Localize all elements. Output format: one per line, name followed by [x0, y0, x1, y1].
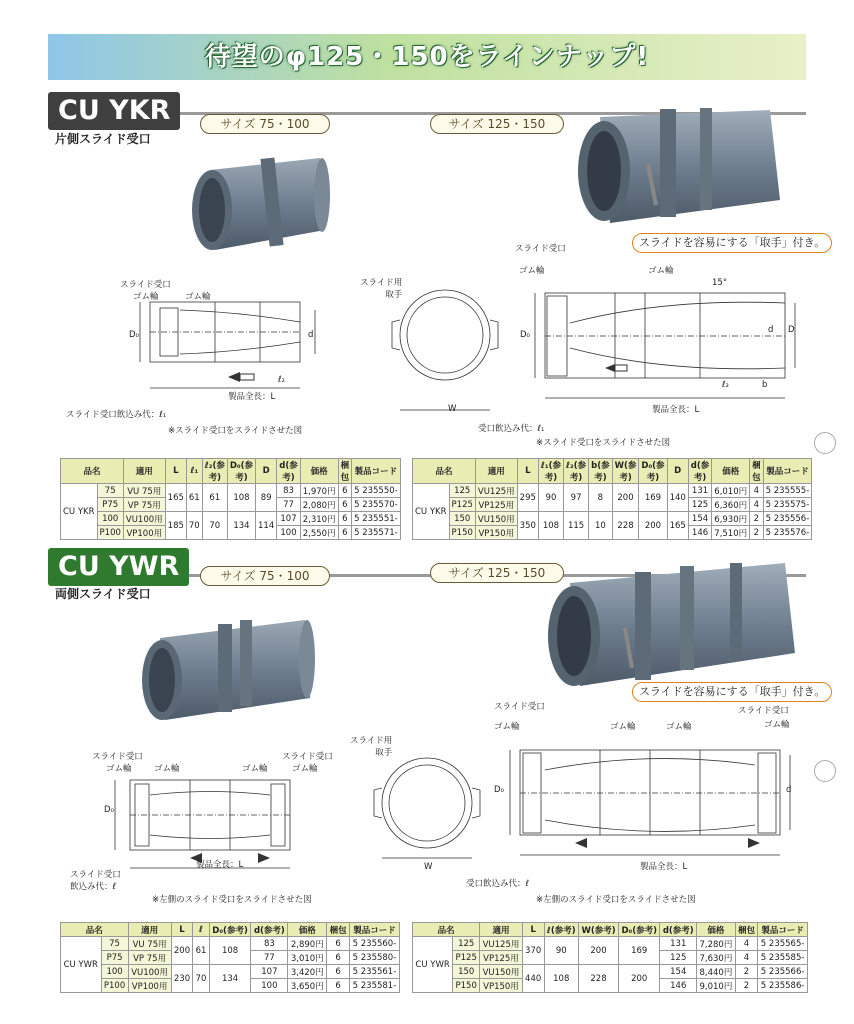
binder-hole-bottom — [814, 760, 836, 782]
label-ykr-r-rubber-ring: ゴム輪 — [519, 266, 545, 276]
table-row — [413, 512, 812, 526]
label-ykr-r-D: D — [788, 325, 795, 335]
table-cell: 6,930円 — [712, 512, 750, 526]
label-ykr-angle: 15° — [712, 278, 728, 288]
table-cell: 228 — [612, 512, 639, 540]
table-cell: 295 — [517, 484, 538, 512]
table-cell: 200 — [619, 965, 660, 993]
table-cell: 100 — [251, 979, 288, 993]
model-tag-ykr: CU YKR — [48, 92, 180, 130]
table-cell: 3,420円 — [288, 965, 327, 979]
table-header-cell: 価格 — [712, 459, 750, 484]
size-pill-ykr-small: サイズ 75・100 — [200, 114, 330, 134]
label-ywr-r-slide-socket: スライド受口 — [494, 702, 545, 712]
table-header-cell: 価格 — [697, 923, 736, 937]
table-cell: 146 — [660, 979, 697, 993]
table-header-cell: 製品コード — [349, 923, 399, 937]
table-cell: 77 — [251, 951, 288, 965]
label-ywr-r-rubber-ring-2: ゴム輪 — [610, 722, 636, 732]
table-cell: VU 75用 — [123, 484, 165, 498]
table-header-cell: 品名 — [61, 923, 129, 937]
table-cell: 70 — [193, 965, 209, 993]
table-cell: VP150用 — [475, 526, 517, 540]
table-cell: 5 235550- — [352, 484, 401, 498]
size-pill-ykr-large: サイズ 125・150 — [430, 114, 564, 134]
table-cell: 100 — [277, 526, 300, 540]
label-ywr-slide-socket: スライド受口 — [92, 752, 143, 762]
table-cell: 200 — [612, 484, 639, 512]
table-cell: 61 — [202, 484, 227, 512]
table-cell: 2 — [735, 979, 757, 993]
table-cell: 125 — [660, 951, 697, 965]
table-cell: VP 75用 — [123, 498, 165, 512]
table-cell: 6 — [338, 512, 352, 526]
title-banner — [48, 34, 806, 80]
table-header-cell: d(参考) — [660, 923, 697, 937]
table-row — [61, 484, 401, 498]
table-cell: 10 — [589, 512, 612, 540]
label-ywr-rubber-ring-2: ゴム輪 — [154, 764, 180, 774]
table-header-cell: d(参考) — [277, 459, 300, 484]
table-header-cell: 製品コード — [763, 459, 812, 484]
label-ywr-total-length: 製品全長：L — [196, 860, 244, 870]
table-cell: 370 — [522, 937, 544, 965]
label-ywr-w: W — [424, 862, 433, 872]
table-cell: 200 — [639, 512, 667, 540]
label-ywr-handle: スライド用 取手 — [350, 736, 393, 758]
drawing-ykr-front-view — [390, 280, 510, 400]
subtitle-ywr: 両側スライド受口 — [55, 587, 151, 601]
table-cell: 4 — [750, 484, 764, 498]
table-cell: 90 — [544, 937, 579, 965]
table-header-cell: 製品コード — [758, 923, 808, 937]
label-ykr-rubber-ring-2: ゴム輪 — [185, 292, 211, 302]
table-cell: VP100用 — [128, 979, 171, 993]
note-ykr-left: ※スライド受口をスライドさせた図 — [168, 426, 303, 436]
callout-ykr: スライドを容易にする「取手」付き。 — [632, 233, 832, 253]
table-cell: 5 235566- — [758, 965, 808, 979]
table-cell: 165 — [165, 484, 186, 512]
table-cell: 9,010円 — [697, 979, 736, 993]
table-header-cell: ℓ₂(参考) — [564, 459, 589, 484]
table-cell: 5 235570- — [352, 498, 401, 512]
table-cell: 3,010円 — [288, 951, 327, 965]
spec-table-ywr-right — [412, 922, 808, 993]
table-cell: 185 — [165, 512, 186, 540]
table-header-cell: 梱包 — [327, 923, 350, 937]
table-header-cell: D₀(参考) — [619, 923, 660, 937]
table-group-cell: CU YKR — [413, 484, 450, 540]
table-cell: 200 — [171, 937, 193, 965]
table-cell: 7,630円 — [697, 951, 736, 965]
table-cell: 2,550円 — [300, 526, 338, 540]
table-cell: 108 — [227, 484, 255, 512]
table-cell: 8 — [589, 484, 612, 512]
table-cell: VP125用 — [480, 951, 523, 965]
table-cell: 1,970円 — [300, 484, 338, 498]
table-header-cell: L — [171, 923, 193, 937]
table-cell: 350 — [517, 512, 538, 540]
pipe-photo-ywr-small — [130, 608, 320, 728]
table-cell: VU100用 — [128, 965, 171, 979]
note-ywr-right: ※左側のスライド受口をスライドさせた図 — [536, 895, 696, 905]
label-ywr-r-d0: D₀ — [494, 785, 504, 795]
table-cell: 83 — [251, 937, 288, 951]
table-cell: 5 235571- — [352, 526, 401, 540]
table-cell: 165 — [667, 512, 688, 540]
label-ykr-insertion: スライド受口飲込み代：ℓ₁ — [66, 410, 167, 420]
note-ywr-left: ※左側のスライド受口をスライドさせた図 — [152, 895, 312, 905]
table-cell: VP150用 — [480, 979, 523, 993]
table-cell: 5 235580- — [349, 951, 399, 965]
label-ywr-r-rubber-ring-4: ゴム輪 — [764, 720, 790, 730]
table-cell: 108 — [538, 512, 563, 540]
table-cell: 2,890円 — [288, 937, 327, 951]
table-cell: 125 — [453, 937, 480, 951]
table-cell: VU150用 — [480, 965, 523, 979]
table-cell: 2 — [750, 512, 764, 526]
table-cell: 6 — [327, 979, 350, 993]
table-cell: 7,280円 — [697, 937, 736, 951]
table-header-cell: D — [256, 459, 277, 484]
table-header-cell: ℓ — [193, 923, 209, 937]
label-ykr-r-d0: D₀ — [520, 330, 530, 340]
table-cell: 134 — [227, 512, 255, 540]
table-cell: 115 — [564, 512, 589, 540]
label-ywr-slide-socket-2: スライド受口 — [282, 752, 333, 762]
label-ykr-r-slide-socket: スライド受口 — [515, 244, 566, 254]
table-row — [61, 512, 401, 526]
table-cell: VU125用 — [480, 937, 523, 951]
table-cell: 134 — [209, 965, 251, 993]
table-header-cell: L — [165, 459, 186, 484]
table-header-cell: b(参考) — [589, 459, 612, 484]
callout-ywr: スライドを容易にする「取手」付き。 — [632, 682, 832, 702]
table-cell: 440 — [522, 965, 544, 993]
size-pill-ywr-small: サイズ 75・100 — [200, 566, 330, 586]
pipe-photo-ywr-large — [540, 558, 800, 688]
table-header-cell: 梱包 — [750, 459, 764, 484]
label-ykr-slide-socket: スライド受口 — [120, 280, 171, 290]
table-cell: 5 235555- — [763, 484, 812, 498]
table-cell: 5 235551- — [352, 512, 401, 526]
label-ywr-r-insertion: 受口飲込み代：ℓ — [466, 879, 530, 889]
table-cell: 3,650円 — [288, 979, 327, 993]
table-cell: 61 — [193, 937, 209, 965]
table-cell: 107 — [251, 965, 288, 979]
table-cell: 169 — [639, 484, 667, 512]
table-row — [413, 937, 808, 951]
table-header-cell: ℓ₁(参考) — [538, 459, 563, 484]
table-cell: 230 — [171, 965, 193, 993]
label-ywr-r-slide-socket-2: スライド受口 — [738, 706, 789, 716]
label-ywr-insertion: スライド受口 飲込み代：ℓ — [70, 870, 121, 892]
table-cell: P150 — [449, 526, 475, 540]
table-header-cell: 梱包 — [338, 459, 352, 484]
table-cell: 75 — [101, 937, 128, 951]
table-cell: 131 — [660, 937, 697, 951]
pipe-photo-ykr-large — [570, 105, 790, 225]
note-ykr-right: ※スライド受口をスライドさせた図 — [536, 438, 671, 448]
drawing-ywr-left — [95, 770, 325, 870]
table-header-cell: d(参考) — [688, 459, 711, 484]
table-cell: 6 — [327, 937, 350, 951]
table-cell: VU100用 — [123, 512, 165, 526]
label-ykr-d: d — [308, 330, 314, 340]
table-header-cell: 品名 — [413, 459, 476, 484]
table-cell: 5 235581- — [349, 979, 399, 993]
table-header-cell: D₀(参考) — [209, 923, 251, 937]
table-header-cell: D₀(参考) — [639, 459, 667, 484]
drawing-ywr-front-view — [372, 748, 492, 868]
binder-hole-top — [814, 432, 836, 454]
table-cell: 4 — [750, 498, 764, 512]
banner-title: 待望のφ125・150をラインナップ! — [204, 42, 650, 72]
table-row — [413, 484, 812, 498]
table-cell: 146 — [688, 526, 711, 540]
table-row — [61, 965, 400, 979]
table-cell: 4 — [735, 937, 757, 951]
table-cell: 5 235561- — [349, 965, 399, 979]
table-cell: 228 — [579, 965, 619, 993]
table-cell: 5 235560- — [349, 937, 399, 951]
table-cell: 6,010円 — [712, 484, 750, 498]
table-cell: 6 — [338, 484, 352, 498]
table-cell: VP125用 — [475, 498, 517, 512]
table-cell: P75 — [101, 951, 128, 965]
spec-table-ywr-left — [60, 922, 400, 993]
label-ykr-d0: D₀ — [129, 330, 139, 340]
subtitle-ykr: 片側スライド受口 — [55, 132, 151, 146]
label-ywr-r-total-length: 製品全長：L — [640, 862, 688, 872]
table-header-cell: D₀(参考) — [227, 459, 255, 484]
table-header-cell: d(参考) — [251, 923, 288, 937]
label-ywr-rubber-ring: ゴム輪 — [106, 764, 132, 774]
table-cell: 125 — [449, 484, 475, 498]
table-header-cell: 品名 — [413, 923, 480, 937]
table-cell: 131 — [688, 484, 711, 498]
label-ywr-rubber-ring-3: ゴム輪 — [242, 764, 268, 774]
table-cell: 97 — [564, 484, 589, 512]
table-header-cell: ℓ₁ — [186, 459, 202, 484]
table-header-cell: 適用 — [480, 923, 523, 937]
table-cell: 83 — [277, 484, 300, 498]
table-group-cell: CU YWR — [413, 937, 453, 993]
table-cell: 2,310円 — [300, 512, 338, 526]
table-header-cell: ℓ(参考) — [544, 923, 579, 937]
table-cell: 2 — [750, 526, 764, 540]
pipe-photo-ykr-small — [180, 150, 340, 260]
table-row — [61, 937, 400, 951]
table-cell: 125 — [688, 498, 711, 512]
table-header-cell: 品名 — [61, 459, 124, 484]
table-cell: 6,360円 — [712, 498, 750, 512]
table-header-cell: 価格 — [288, 923, 327, 937]
table-cell: 140 — [667, 484, 688, 512]
spec-table-ykr-left — [60, 458, 401, 540]
label-ykr-r-l2: ℓ₂ — [722, 380, 729, 390]
table-cell: P125 — [449, 498, 475, 512]
label-ykr-l2: ℓ₂ — [278, 375, 285, 385]
table-cell: 61 — [186, 484, 202, 512]
table-cell: VU125用 — [475, 484, 517, 498]
table-cell: 7,510円 — [712, 526, 750, 540]
table-cell: 5 235586- — [758, 979, 808, 993]
table-cell: P125 — [453, 951, 480, 965]
label-ywr-rubber-ring-4: ゴム輪 — [292, 764, 318, 774]
table-cell: 107 — [277, 512, 300, 526]
table-cell: 2 — [735, 965, 757, 979]
table-cell: 154 — [660, 965, 697, 979]
label-ykr-r-rubber-ring-2: ゴム輪 — [648, 266, 674, 276]
table-cell: 89 — [256, 484, 277, 512]
table-cell: 114 — [256, 512, 277, 540]
table-cell: 169 — [619, 937, 660, 965]
table-cell: 75 — [97, 484, 123, 498]
table-cell: 100 — [101, 965, 128, 979]
table-cell: 90 — [538, 484, 563, 512]
table-header-cell: D — [667, 459, 688, 484]
table-header-cell: 梱包 — [735, 923, 757, 937]
label-ykr-total-length: 製品全長：L — [228, 392, 276, 402]
table-cell: P150 — [453, 979, 480, 993]
table-header-cell: 価格 — [300, 459, 338, 484]
table-cell: VP 75用 — [128, 951, 171, 965]
table-group-cell: CU YKR — [61, 484, 98, 540]
table-cell: 6 — [338, 498, 352, 512]
table-cell: 108 — [209, 937, 251, 965]
model-tag-ywr: CU YWR — [48, 548, 189, 586]
table-header-cell: 適用 — [123, 459, 165, 484]
table-cell: 6 — [327, 951, 350, 965]
table-row — [413, 965, 808, 979]
table-cell: VU150用 — [475, 512, 517, 526]
table-group-cell: CU YWR — [61, 937, 102, 993]
table-header-cell: W(参考) — [579, 923, 619, 937]
label-ykr-rubber-ring: ゴム輪 — [133, 292, 159, 302]
table-cell: 6 — [338, 526, 352, 540]
table-cell: P75 — [97, 498, 123, 512]
table-header-cell: 適用 — [475, 459, 517, 484]
label-ykr-r-d: d — [768, 325, 774, 335]
label-ykr-w: W — [448, 404, 457, 414]
table-cell: 77 — [277, 498, 300, 512]
table-cell: 154 — [688, 512, 711, 526]
table-cell: 108 — [544, 965, 579, 993]
label-ykr-r-b: b — [762, 380, 768, 390]
table-cell: 150 — [453, 965, 480, 979]
table-header-cell: ℓ₂(参考) — [202, 459, 227, 484]
size-pill-ywr-large: サイズ 125・150 — [430, 563, 564, 583]
label-ywr-r-d: d — [786, 785, 792, 795]
table-cell: 5 235575- — [763, 498, 812, 512]
table-cell: 5 235556- — [763, 512, 812, 526]
table-cell: VP100用 — [123, 526, 165, 540]
table-cell: 5 235576- — [763, 526, 812, 540]
table-header-cell: 適用 — [128, 923, 171, 937]
table-header-cell: W(参考) — [612, 459, 639, 484]
label-ykr-r-insertion: 受口飲込み代：ℓ₁ — [478, 424, 545, 434]
label-ywr-d0: D₀ — [104, 805, 114, 815]
label-ykr-handle: スライド用 取手 — [360, 278, 403, 300]
table-cell: 100 — [97, 512, 123, 526]
table-cell: 6 — [327, 965, 350, 979]
table-cell: P100 — [101, 979, 128, 993]
table-cell: 5 235565- — [758, 937, 808, 951]
label-ywr-r-rubber-ring: ゴム輪 — [494, 722, 520, 732]
table-cell: 2,080円 — [300, 498, 338, 512]
table-cell: 150 — [449, 512, 475, 526]
table-cell: 4 — [735, 951, 757, 965]
table-cell: 70 — [186, 512, 202, 540]
label-ykr-r-total-length: 製品全長：L — [652, 405, 700, 415]
table-cell: 200 — [579, 937, 619, 965]
spec-table-ykr-right — [412, 458, 812, 540]
table-header-cell: L — [517, 459, 538, 484]
table-cell: P100 — [97, 526, 123, 540]
table-cell: 70 — [202, 512, 227, 540]
table-cell: 5 235585- — [758, 951, 808, 965]
table-cell: 8,440円 — [697, 965, 736, 979]
table-header-cell: L — [522, 923, 544, 937]
drawing-ywr-right — [490, 725, 810, 875]
table-header-cell: 製品コード — [352, 459, 401, 484]
table-cell: VU 75用 — [128, 937, 171, 951]
label-ywr-r-rubber-ring-3: ゴム輪 — [666, 722, 692, 732]
